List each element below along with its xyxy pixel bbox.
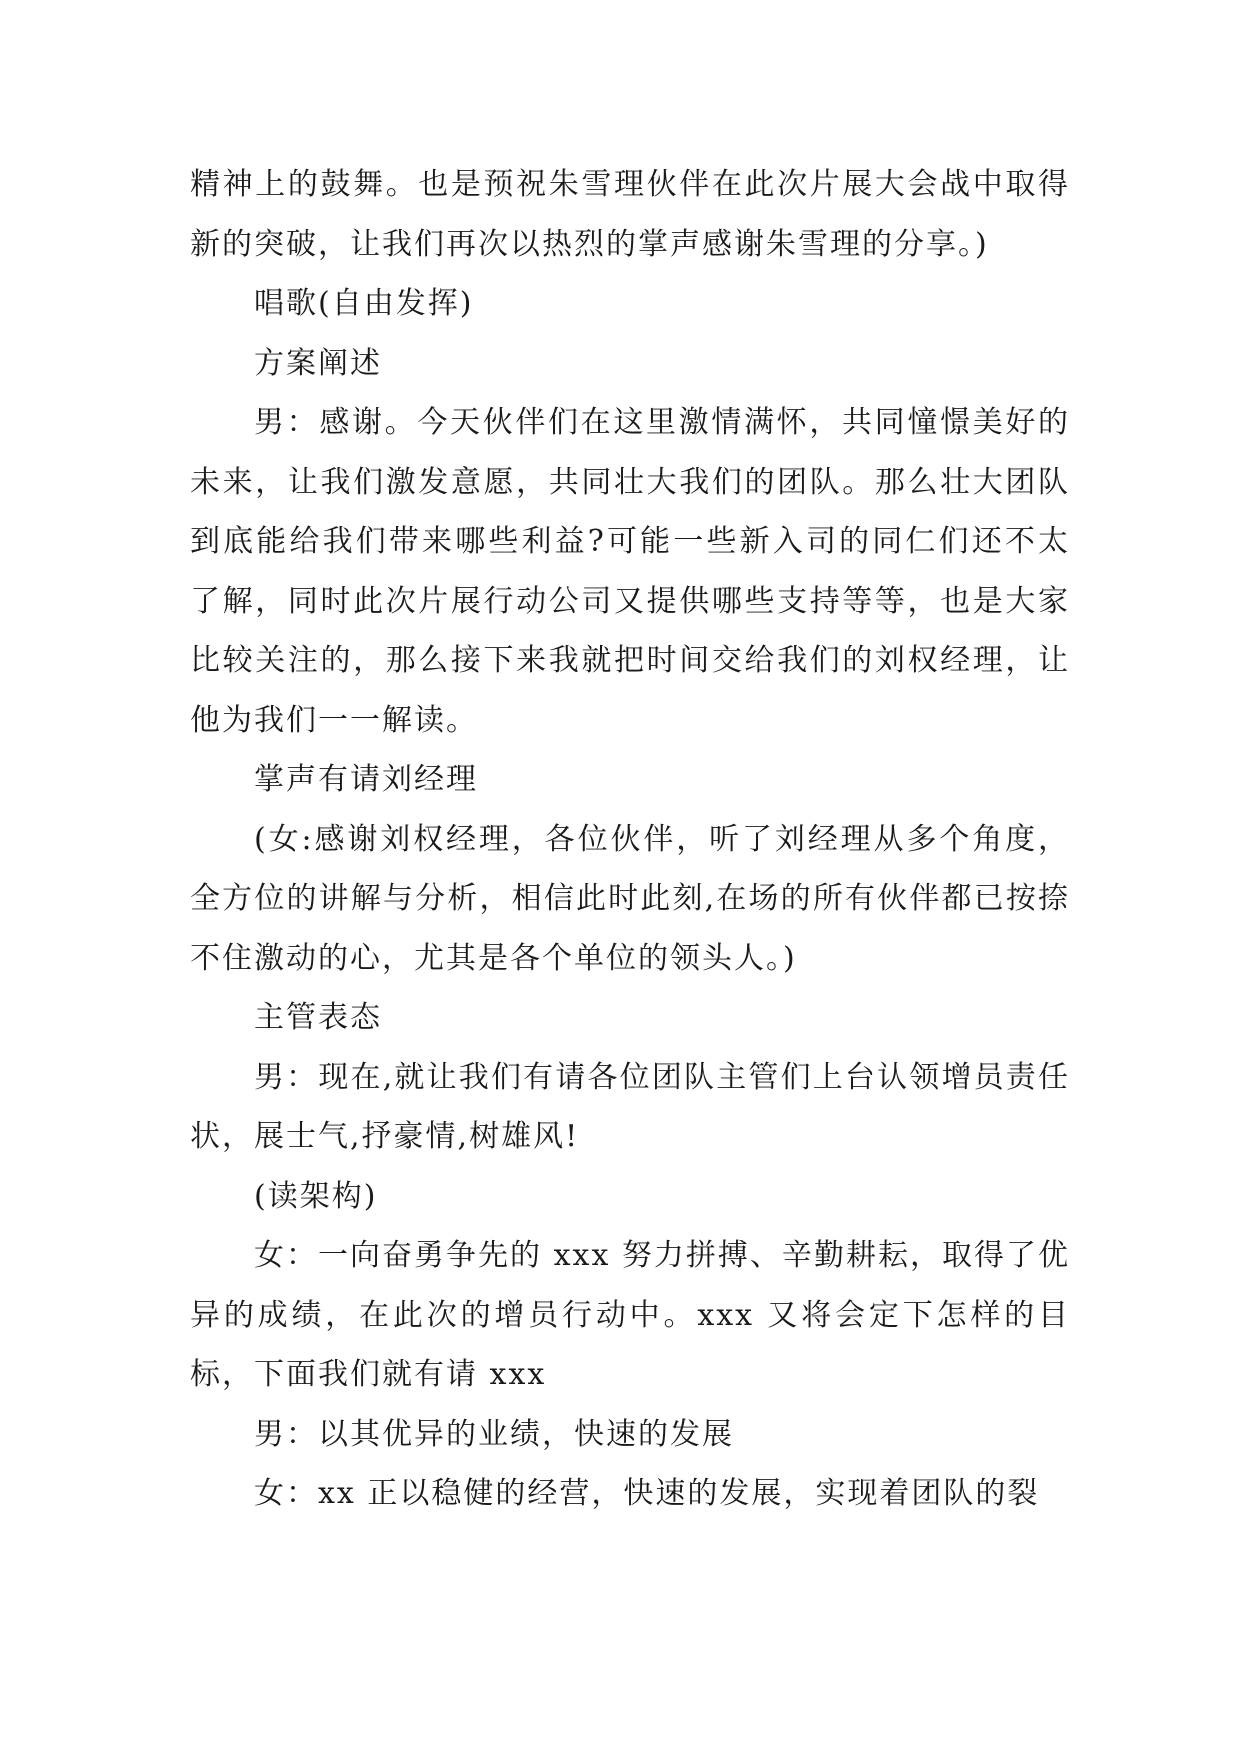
paragraph: 女：xx 正以稳健的经营，快速的发展，实现着团队的裂 bbox=[254, 1476, 1040, 1511]
document-body bbox=[190, 155, 1070, 1524]
section-heading: 主管表态 bbox=[254, 1000, 382, 1035]
paragraph: 男：感谢。今天伙伴们在这里激情满怀，共同憧憬美好的未来，让我们激发意愿，共同壮大我们的团队。那么壮大团队到底能给我们带来哪些利益?可能一些新入司的同仁们还不太了解，同时此次片展行动公司又提供哪些支持等等，也是大家比较关注的，那么接下来我就把时间交给我们的刘权经理，让他为我们一一解读。 bbox=[190, 405, 1070, 738]
section-heading: 方案阐述 bbox=[254, 345, 382, 381]
section-heading: 唱歌(自由发挥) bbox=[254, 286, 474, 321]
paragraph: 精神上的鼓舞。也是预祝朱雪理伙伴在此次片展大会战中取得新的突破，让我们再次以热烈的掌声感谢朱雪理的分享。) bbox=[190, 167, 1070, 262]
paragraph: 男：以其优异的业绩，快速的发展 bbox=[254, 1416, 734, 1452]
paragraph: 男：现在,就让我们有请各位团队主管们上台认领增员责任状，展士气,抒豪情,树雄风! bbox=[190, 1059, 1070, 1154]
paragraph: (女:感谢刘权经理，各位伙伴，听了刘经理从多个角度，全方位的讲解与分析，相信此时此刻,在场的所有伙伴都已按捺不住激动的心，尤其是各个单位的领头人。) bbox=[190, 821, 1070, 976]
section-heading: (读架构) bbox=[254, 1178, 378, 1214]
paragraph: 女：一向奋勇争先的 xxx 努力拼搏、辛勤耕耘，取得了优异的成绩，在此次的增员行动中。xxx 又将会定下怎样的目标，下面我们就有请 xxx bbox=[190, 1238, 1070, 1392]
section-heading: 掌声有请刘经理 bbox=[254, 762, 478, 797]
